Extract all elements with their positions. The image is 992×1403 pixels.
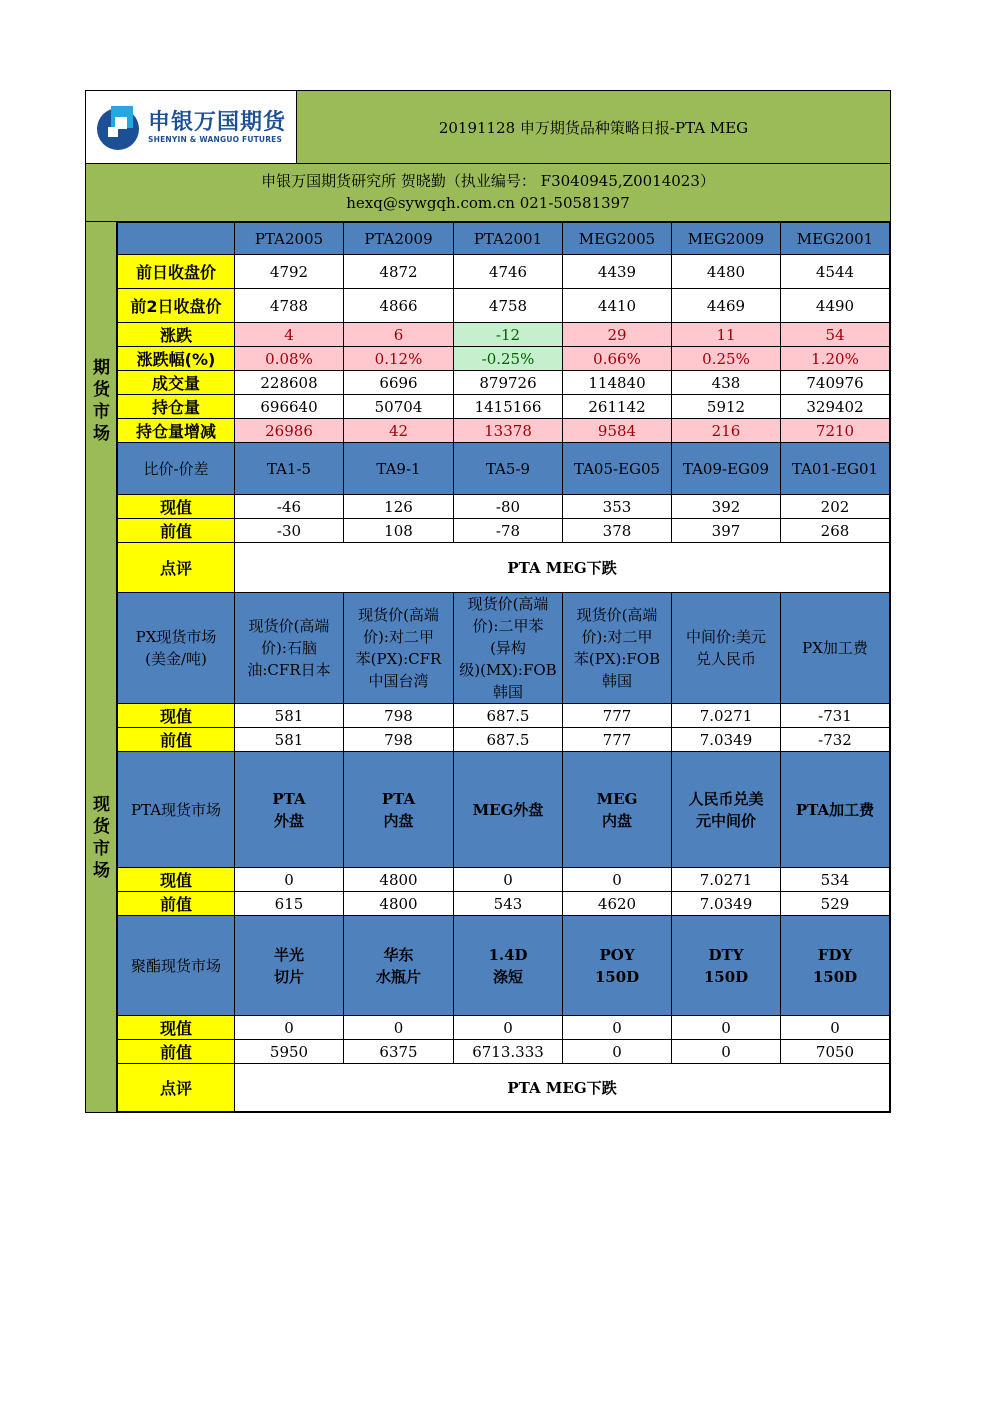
futures-value-cell: 4480 — [672, 255, 781, 289]
pta-spot-row — [118, 892, 890, 916]
report-sheet — [85, 90, 891, 1113]
pta-spot-column-header: MEG 内盘 — [563, 752, 672, 868]
futures-row — [118, 323, 890, 347]
futures-value-cell: 4788 — [235, 289, 344, 323]
spread-value-cell: -78 — [454, 519, 563, 543]
futures-value-cell: 4469 — [672, 289, 781, 323]
spread-column-header: TA05-EG05 — [563, 443, 672, 495]
spread-header-row — [118, 443, 890, 495]
futures-value-cell: 228608 — [235, 371, 344, 395]
px-value-cell: 798 — [344, 704, 454, 728]
futures-value-cell: 740976 — [781, 371, 890, 395]
contact-line: hexq@sywgqh.com.cn 021-50581397 — [346, 194, 630, 212]
polyester-column-header: 半光 切片 — [235, 916, 344, 1016]
polyester-row — [118, 1040, 890, 1064]
futures-column-header: PTA2005 — [235, 223, 344, 255]
pta-spot-column-header: PTA 内盘 — [344, 752, 454, 868]
pta-spot-row-label: 现值 — [118, 868, 235, 892]
spread-row-label: 现值 — [118, 495, 235, 519]
pta-spot-row — [118, 868, 890, 892]
polyester-value-cell: 0 — [235, 1016, 344, 1040]
spread-comment-label: 点评 — [118, 543, 235, 593]
pta-spot-header-row — [118, 752, 890, 868]
polyester-column-header: FDY 150D — [781, 916, 890, 1016]
futures-value-cell: 13378 — [454, 419, 563, 443]
px-value-cell: 687.5 — [454, 728, 563, 752]
polyester-value-cell: 0 — [454, 1016, 563, 1040]
spread-section-label: 比价-价差 — [118, 443, 235, 495]
pta-spot-value-cell: 529 — [781, 892, 890, 916]
pta-spot-column-header: PTA 外盘 — [235, 752, 344, 868]
pta-spot-value-cell: 534 — [781, 868, 890, 892]
futures-value-cell: 0.25% — [672, 347, 781, 371]
spread-value-cell: -80 — [454, 495, 563, 519]
polyester-row — [118, 1016, 890, 1040]
spread-comment-text: PTA MEG下跌 — [235, 543, 890, 593]
px-value-cell: 777 — [563, 728, 672, 752]
pta-spot-value-cell: 4800 — [344, 868, 454, 892]
pta-spot-value-cell: 4620 — [563, 892, 672, 916]
spread-value-cell: -30 — [235, 519, 344, 543]
futures-value-cell: 879726 — [454, 371, 563, 395]
spread-column-header: TA01-EG01 — [781, 443, 890, 495]
pta-spot-column-header: MEG外盘 — [454, 752, 563, 868]
logo-english-name: SHENYIN & WANGUO FUTURES — [148, 134, 283, 144]
futures-row — [118, 419, 890, 443]
spot-market-label: 现 货 市 场 — [93, 795, 110, 881]
futures-value-cell: 42 — [344, 419, 454, 443]
px-column-header: 现货价(高端 价):二甲苯 (异构 级)(MX):FOB 韩国 — [454, 593, 563, 704]
pta-spot-column-header: 人民币兑美 元中间价 — [672, 752, 781, 868]
px-row-label: 现值 — [118, 704, 235, 728]
futures-row — [118, 289, 890, 323]
futures-column-header: MEG2001 — [781, 223, 890, 255]
px-value-cell: 7.0271 — [672, 704, 781, 728]
spread-value-cell: 397 — [672, 519, 781, 543]
report-table — [117, 222, 890, 1112]
futures-value-cell: 1.20% — [781, 347, 890, 371]
polyester-column-header: POY 150D — [563, 916, 672, 1016]
institute-info — [85, 163, 891, 221]
futures-row-label: 持仓量 — [118, 395, 235, 419]
pta-spot-value-cell: 543 — [454, 892, 563, 916]
spread-column-header: TA09-EG09 — [672, 443, 781, 495]
futures-value-cell: 4746 — [454, 255, 563, 289]
futures-row-label: 成交量 — [118, 371, 235, 395]
spread-value-cell: 378 — [563, 519, 672, 543]
px-value-cell: 777 — [563, 704, 672, 728]
futures-value-cell: 216 — [672, 419, 781, 443]
futures-value-cell: 6 — [344, 323, 454, 347]
px-header-row — [118, 593, 890, 704]
polyester-row-label: 现值 — [118, 1016, 235, 1040]
spread-value-cell: 108 — [344, 519, 454, 543]
futures-value-cell: 4544 — [781, 255, 890, 289]
pta-spot-value-cell: 0 — [563, 868, 672, 892]
institute-line: 申银万国期货研究所 贺晓勤（执业编号： F3040945,Z0014023） — [261, 172, 715, 190]
futures-column-header: MEG2005 — [563, 223, 672, 255]
polyester-header-row — [118, 916, 890, 1016]
spread-column-header: TA5-9 — [454, 443, 563, 495]
report-title: 20191128 申万期货品种策略日报-PTA MEG — [297, 91, 890, 163]
futures-value-cell: 4866 — [344, 289, 454, 323]
futures-row-label: 持仓量增减 — [118, 419, 235, 443]
px-value-cell: 581 — [235, 704, 344, 728]
spread-value-cell: 392 — [672, 495, 781, 519]
spread-column-header: TA1-5 — [235, 443, 344, 495]
report-body — [85, 221, 891, 1113]
futures-value-cell: 26986 — [235, 419, 344, 443]
futures-value-cell: 0.66% — [563, 347, 672, 371]
futures-value-cell: 9584 — [563, 419, 672, 443]
spread-value-cell: 126 — [344, 495, 454, 519]
futures-value-cell: 4410 — [563, 289, 672, 323]
px-row — [118, 704, 890, 728]
futures-value-cell: 54 — [781, 323, 890, 347]
futures-value-cell: 6696 — [344, 371, 454, 395]
futures-value-cell: 438 — [672, 371, 781, 395]
futures-row — [118, 347, 890, 371]
futures-column-header: PTA2001 — [454, 223, 563, 255]
futures-value-cell: 29 — [563, 323, 672, 347]
futures-row-label: 前2日收盘价 — [118, 289, 235, 323]
px-value-cell: 581 — [235, 728, 344, 752]
polyester-value-cell: 5950 — [235, 1040, 344, 1064]
futures-value-cell: 114840 — [563, 371, 672, 395]
polyester-comment-text: PTA MEG下跌 — [235, 1064, 890, 1112]
pta-spot-value-cell: 7.0271 — [672, 868, 781, 892]
px-value-cell: 7.0349 — [672, 728, 781, 752]
company-logo — [86, 91, 297, 163]
futures-header-blank — [118, 223, 235, 255]
spread-row — [118, 519, 890, 543]
futures-value-cell: 696640 — [235, 395, 344, 419]
polyester-value-cell: 0 — [563, 1016, 672, 1040]
polyester-value-cell: 0 — [781, 1016, 890, 1040]
futures-value-cell: 5912 — [672, 395, 781, 419]
futures-header-row — [118, 223, 890, 255]
polyester-comment-row — [118, 1064, 890, 1112]
futures-value-cell: 11 — [672, 323, 781, 347]
futures-value-cell: 4872 — [344, 255, 454, 289]
polyester-section-label: 聚酯现货市场 — [118, 916, 235, 1016]
logo-mark-icon — [94, 103, 142, 151]
spread-value-cell: 202 — [781, 495, 890, 519]
futures-market-label: 期 货 市 场 — [93, 358, 110, 444]
px-row — [118, 728, 890, 752]
polyester-column-header: 华东 水瓶片 — [344, 916, 454, 1016]
futures-row-label: 涨跌幅(%) — [118, 347, 235, 371]
futures-value-cell: 4758 — [454, 289, 563, 323]
futures-value-cell: 0.12% — [344, 347, 454, 371]
futures-column-header: PTA2009 — [344, 223, 454, 255]
futures-value-cell: 50704 — [344, 395, 454, 419]
polyester-value-cell: 0 — [672, 1016, 781, 1040]
px-column-header: 现货价(高端 价):对二甲 苯(PX):CFR 中国台湾 — [344, 593, 454, 704]
futures-value-cell: 261142 — [563, 395, 672, 419]
px-value-cell: -732 — [781, 728, 890, 752]
market-sidebar — [86, 222, 117, 1112]
px-column-header: 现货价(高端 价):石脑 油:CFR日本 — [235, 593, 344, 704]
futures-value-cell: 4 — [235, 323, 344, 347]
pta-spot-column-header: PTA加工费 — [781, 752, 890, 868]
futures-value-cell: 1415166 — [454, 395, 563, 419]
polyester-value-cell: 0 — [344, 1016, 454, 1040]
futures-value-cell: 7210 — [781, 419, 890, 443]
futures-value-cell: -12 — [454, 323, 563, 347]
futures-value-cell: -0.25% — [454, 347, 563, 371]
spread-value-cell: 353 — [563, 495, 672, 519]
spread-row-label: 前值 — [118, 519, 235, 543]
futures-column-header: MEG2009 — [672, 223, 781, 255]
polyester-value-cell: 6713.333 — [454, 1040, 563, 1064]
polyester-comment-label: 点评 — [118, 1064, 235, 1112]
px-value-cell: 687.5 — [454, 704, 563, 728]
spread-value-cell: 268 — [781, 519, 890, 543]
pta-spot-section-label: PTA现货市场 — [118, 752, 235, 868]
pta-spot-value-cell: 0 — [454, 868, 563, 892]
px-column-header: 现货价(高端 价):对二甲 苯(PX):FOB 韩国 — [563, 593, 672, 704]
futures-row-label: 涨跌 — [118, 323, 235, 347]
futures-row — [118, 395, 890, 419]
futures-row-label: 前日收盘价 — [118, 255, 235, 289]
px-row-label: 前值 — [118, 728, 235, 752]
futures-value-cell: 4792 — [235, 255, 344, 289]
pta-spot-value-cell: 7.0349 — [672, 892, 781, 916]
spread-comment-row — [118, 543, 890, 593]
px-value-cell: -731 — [781, 704, 890, 728]
polyester-column-header: 1.4D 涤短 — [454, 916, 563, 1016]
pta-spot-value-cell: 0 — [235, 868, 344, 892]
polyester-value-cell: 6375 — [344, 1040, 454, 1064]
spread-row — [118, 495, 890, 519]
polyester-row-label: 前值 — [118, 1040, 235, 1064]
polyester-value-cell: 0 — [672, 1040, 781, 1064]
polyester-value-cell: 0 — [563, 1040, 672, 1064]
futures-row — [118, 371, 890, 395]
futures-value-cell: 4439 — [563, 255, 672, 289]
pta-spot-value-cell: 615 — [235, 892, 344, 916]
futures-row — [118, 255, 890, 289]
futures-value-cell: 329402 — [781, 395, 890, 419]
pta-spot-value-cell: 4800 — [344, 892, 454, 916]
px-value-cell: 798 — [344, 728, 454, 752]
polyester-value-cell: 7050 — [781, 1040, 890, 1064]
pta-spot-row-label: 前值 — [118, 892, 235, 916]
polyester-column-header: DTY 150D — [672, 916, 781, 1016]
px-section-label: PX现货市场 (美金/吨) — [118, 593, 235, 704]
futures-value-cell: 4490 — [781, 289, 890, 323]
px-column-header: PX加工费 — [781, 593, 890, 704]
spread-column-header: TA9-1 — [344, 443, 454, 495]
px-column-header: 中间价:美元 兑人民币 — [672, 593, 781, 704]
futures-value-cell: 0.08% — [235, 347, 344, 371]
spread-value-cell: -46 — [235, 495, 344, 519]
report-header — [85, 90, 891, 163]
logo-chinese-name: 申银万国期货 — [148, 109, 287, 135]
